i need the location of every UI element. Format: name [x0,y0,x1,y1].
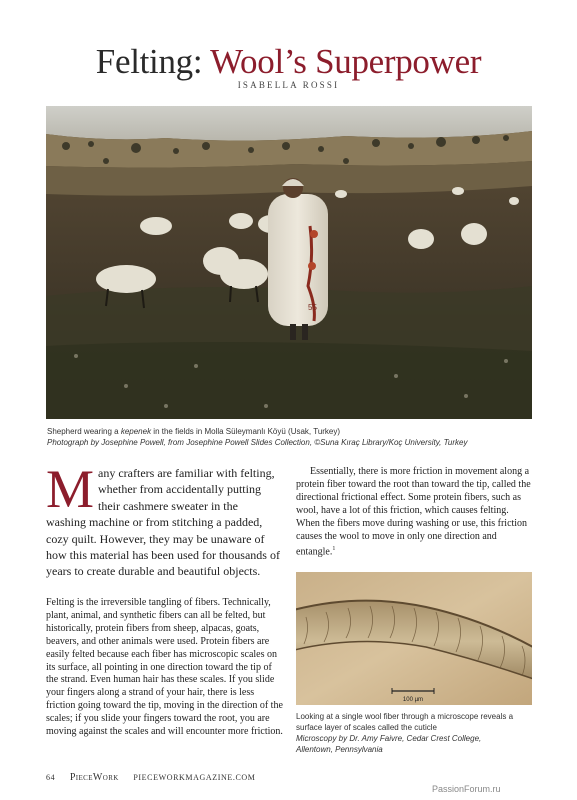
caption-term: kepenek [120,427,152,436]
micrograph-credit-2: Allentown, Pennsylvania [296,745,383,754]
title-part-2: Wool’s Superpower [210,42,482,81]
shepherd-photo-illustration [46,106,532,419]
body-paragraph-left: Felting is the irreversible tangling of fibers. Technically, plant, animal, and synthetic fibers can all be felted, but historically, protein fibers from sheep, alpacas, goats, beavers, and other animals were used. Protein fibers are easily felted because each fiber has microscopic scales on its surface, all pointing in one direction toward the tip of the strand. Even human hair has these scales. If you slide your fingers along a strand of your hair, there is less friction going toward the tip, moving in the direction of the scales; if you slide your fingers toward the root, you are moving against the scales and will encounter more friction. [46,597,283,738]
photo-caption [47,426,533,448]
body-right-text: Essentially, there is more friction in movement along a protein fiber toward the root than toward the tip, called the directional frictional effect. Some protein fibers, such as wool, have a lot of this friction, which causes felting. When the fibers move during washing or use, this friction causes the wool to move in only one direction and entangle. [296,466,531,558]
photo-caption-line [47,426,533,437]
scale-bar-label: 100 µm [402,697,424,703]
micrograph-caption-text: Looking at a single wool fiber through a microscope reveals a surface layer of scales called the cuticle [296,712,514,732]
footnote-marker: 1 [332,546,336,553]
page-title [0,42,577,82]
intro-paragraph [46,459,280,580]
title-part-1: Felting: [95,42,211,81]
magazine-website: PIECEWORKMAGAZINE.COM [133,773,256,782]
caption-text-after: in the fields in Molla Süleymanlı Köyü (Usak, Turkey) [151,427,341,436]
wool-fiber-micrograph [296,572,532,705]
coat-figure-number: 55 [308,303,317,312]
caption-text: Shepherd wearing a [47,427,121,436]
shepherd-photo [46,106,532,419]
page-footer [46,772,256,783]
micrograph-credit-1: Microscopy by Dr. Amy Faivre, Cedar Crest College, [296,734,482,743]
page-number: 64 [46,773,56,782]
site-watermark: PassionForum.ru [432,784,501,794]
intro-text: any crafters are familiar with felting, whether from accidentally putting their cashmere sweater in the washing machine or from stitching a padded, cozy quilt. However, they may be unaware of how this material has been used for thousands of years to create durable and beautiful objects. [46,466,280,579]
micrograph-illustration [296,572,532,705]
magazine-name: PieceWork [69,772,119,783]
micrograph-caption [296,711,534,755]
author-byline: ISABELLA ROSSI [237,80,340,90]
photo-credit: Photograph by Josephine Powell, from Josephine Powell Slides Collection, ©Suna Kıraç Library/Koç University, Turkey [47,438,468,447]
drop-cap: M [46,459,95,519]
body-paragraph-right [296,466,532,560]
